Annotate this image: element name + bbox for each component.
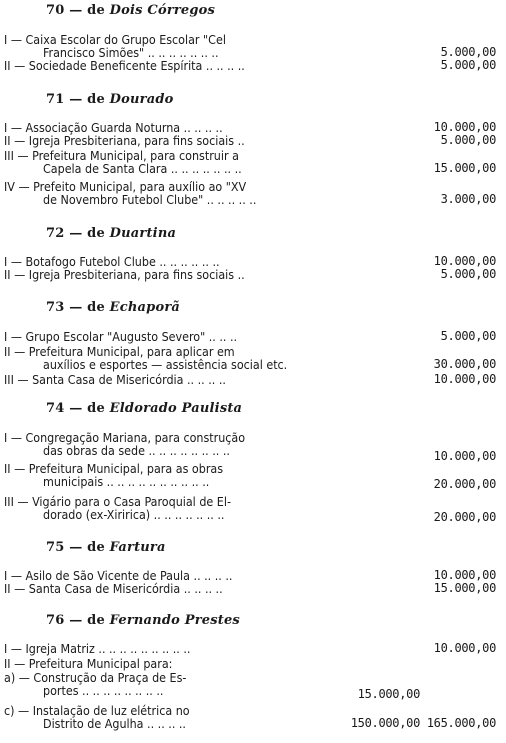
list-item: II — Prefeitura Municipal, para aplicar em auxílios e esportes — assistência social etc. 30.000,00 <box>4 344 496 372</box>
list-item: c) — Instalação de luz elétrica no Distrito de Agulha .. .. .. .. 150.000,00 165.000,00 <box>4 703 496 731</box>
list-item: a) — Construção da Praça de Es- portes .. .. .. .. .. .. .. .. 15.000,00 <box>4 670 420 701</box>
list-item: III — Prefeitura Municipal, para construir a Capela de Santa Clara .. .. .. .. .. .. .. 15.000,00 <box>4 148 496 176</box>
list-item: III — Santa Casa de Misericórdia .. .. .. .. 10.000,00 <box>4 372 496 387</box>
section-heading-70: 70 — de Dois Córregos <box>46 3 216 18</box>
list-item: II — Prefeitura Municipal para: <box>4 656 173 671</box>
list-item: II — Santa Casa de Misericórdia .. .. .. .. 15.000,00 <box>4 581 496 596</box>
list-item: I — Caixa Escolar do Grupo Escolar "Cel Francisco Simões" .. .. .. .. .. .. .. 5.000,00 <box>4 32 496 60</box>
list-item: III — Vigário para o Casa Paroquial de El- dorado (ex-Xiririca) .. .. .. .. .. .. .. 20.000,00 <box>4 494 496 524</box>
section-heading-73: 73 — de Echaporã <box>46 300 181 315</box>
section-heading-76: 76 — de Fernando Prestes <box>46 613 240 628</box>
section-heading-74: 74 — de Eldorado Paulista <box>46 401 243 416</box>
list-item: II — Prefeitura Municipal, para as obras municipais .. .. .. .. .. .. .. .. .. .. 20.000,00 <box>4 461 496 491</box>
list-item: IV — Prefeito Municipal, para auxílio ao "XV de Novembro Futebol Clube" .. .. .. .. .. 3.000,00 <box>4 179 496 207</box>
list-item: I — Botafogo Futebol Clube .. .. .. .. .. .. 10.000,00 <box>4 254 496 269</box>
section-heading-72: 72 — de Duartina <box>46 226 177 241</box>
list-item: II — Igreja Presbiteriana, para fins sociais .. 5.000,00 <box>4 133 496 148</box>
section-heading-75: 75 — de Fartura <box>46 540 166 555</box>
list-item: I — Congregação Mariana, para construção das obras da sede .. .. .. .. .. .. .. .. 10.000,00 <box>4 430 496 463</box>
list-item: II — Igreja Presbiteriana, para fins sociais .. 5.000,00 <box>4 267 496 282</box>
list-item: I — Associação Guarda Noturna .. .. .. .. 10.000,00 <box>4 120 496 135</box>
list-item: I — Grupo Escolar "Augusto Severo" .. .. .. 5.000,00 <box>4 329 496 344</box>
list-item: I — Asilo de São Vicente de Paula .. .. .. .. 10.000,00 <box>4 568 496 583</box>
list-item: II — Sociedade Beneficente Espírita .. .. .. .. 5.000,00 <box>4 58 496 73</box>
section-heading-71: 71 — de Dourado <box>46 92 174 107</box>
list-item: I — Igreja Matriz .. .. .. .. .. .. .. .. .. 10.000,00 <box>4 641 496 656</box>
